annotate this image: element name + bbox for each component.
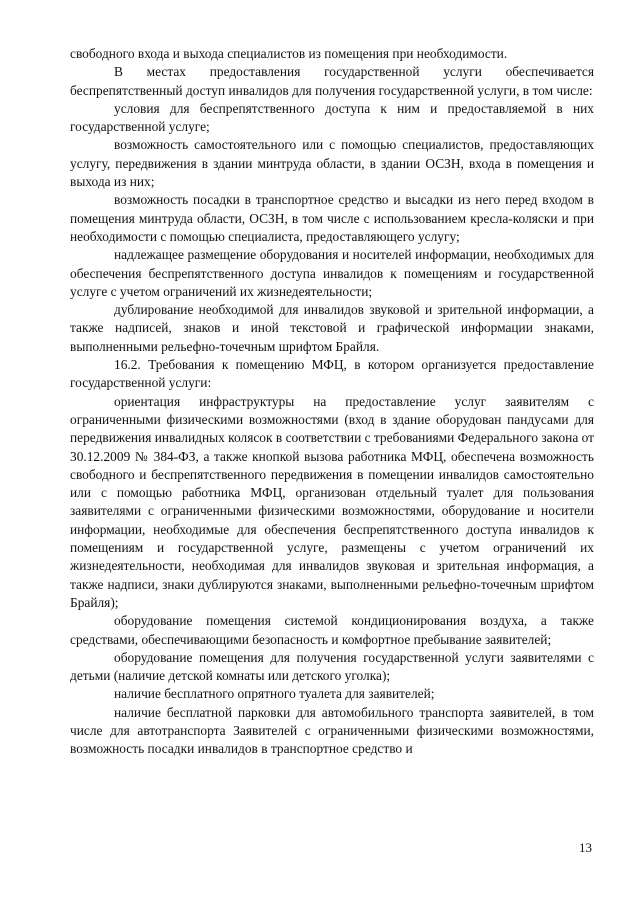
paragraph: оборудование помещения для получения государственной услуги заявителями с детьми (наличие детской комнаты или детского уголка); <box>70 649 594 684</box>
page-number: 13 <box>579 840 592 855</box>
document-body <box>70 45 594 759</box>
paragraph: наличие бесплатной парковки для автомобильного транспорта заявителей, в том числе для автотранспорта Заявителей с ограниченными физическими возможностями, возможность посадки инвалидов в транспортное средство и <box>70 704 594 757</box>
paragraph: возможность самостоятельного или с помощью специалистов, предоставляющих услугу, передвижения в здании минтруда области, в здании ОСЗН, входа в помещения и выхода из них; <box>70 137 594 190</box>
paragraph: условия для беспрепятственного доступа к ним и предоставляемой в них государственной услуге; <box>70 100 594 135</box>
paragraph: дублирование необходимой для инвалидов звуковой и зрительной информации, а также надписей, знаков и иной текстовой и графической информации знаками, выполненными рельефно-точечным шрифтом Брайля. <box>70 302 594 354</box>
paragraph: надлежащее размещение оборудования и носителей информации, необходимых для обеспечения беспрепятственного доступа инвалидов к помещениям и государственной услуге с учетом ограничений их жизнедеятельности; <box>70 247 594 299</box>
paragraph: ориентация инфраструктуры на предоставление услуг заявителям с ограниченными физическими возможностями (вход в здание оборудован пандусами для передвижения инвалидных колясок в соответствии с требованиями Федерального закона от 30.12.2009 № 384-ФЗ, а также кнопкой вызова работника МФЦ, обеспечена возможность свободного и беспрепятственного передвижения в помещении инвалидов самостоятельно или с помощью работника МФЦ, организован отдельный туалет для пользования заявителями с ограниченными физическими возможностями, оборудование и носители информации, необходимые для обеспечения беспрепятственного доступа инвалидов к помещениям и государственной услуге, размещены с учетом ограничений их жизнедеятельности, необходимая для инвалидов звуковая и зрительная информация, а также надписи, знаки дублируются знаками, выполненными рельефно-точечным шрифтом Брайля); <box>70 393 594 610</box>
paragraph: 16.2. Требования к помещению МФЦ, в котором организуется предоставление государственной услуги: <box>70 357 594 391</box>
paragraph: возможность посадки в транспортное средство и высадки из него перед входом в помещения минтруда области, ОСЗН, в том числе с использованием кресла-коляски и при необходимости с помощью специалиста, предоставляющего услугу; <box>70 192 594 244</box>
paragraph: свободного входа и выхода специалистов из помещения при необходимости. <box>70 46 508 61</box>
paragraph: оборудование помещения системой кондиционирования воздуха, а также средствами, обеспечивающими безопасность и комфортное пребывание заявителей; <box>70 613 594 647</box>
paragraph: В местах предоставления государственной услуги обеспечивается беспрепятственный доступ инвалидов для получения государственной услуги, в том числе: <box>70 64 594 98</box>
paragraph: наличие бесплатного опрятного туалета для заявителей; <box>114 686 435 702</box>
